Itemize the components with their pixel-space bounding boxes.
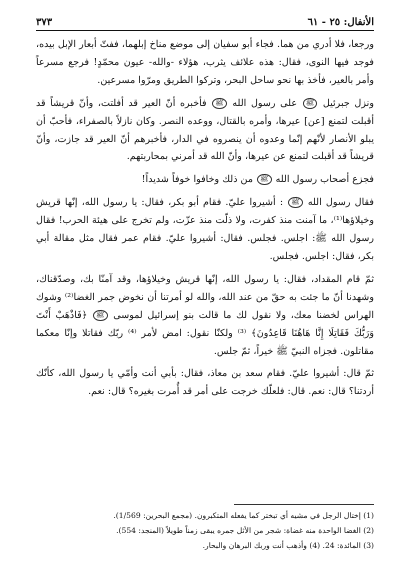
footnote-2: (2) الغضا الواحدة منه غضاة: شجر من الأثل جمره يبقى زمناً طويلاً (المنجد: 554). [116, 526, 374, 535]
salawat-symbol: ﷺ [212, 98, 226, 109]
paragraph-5 [36, 271, 374, 361]
footnote-1: (1) إختال الرجل في مشيه أي تبختر كما يفعله المتكبرون. (مجمع البحرين: 1/569). [113, 511, 374, 520]
paragraph-2 [36, 95, 374, 167]
paragraph-2-text-a: ونزل جبرئيل [322, 97, 374, 109]
paragraph-3-text-a: فجزع أصحاب رسول الله [275, 174, 374, 186]
footnotes [36, 508, 374, 553]
salawat-symbol: ﷺ [288, 197, 302, 208]
paragraph-1 [36, 36, 374, 90]
paragraph-6 [36, 365, 374, 401]
paragraph-4-text-a: فقال رسول الله [307, 197, 374, 209]
salawat-symbol: ﷺ [93, 310, 107, 321]
page-number: ٣٧٣ [36, 17, 53, 28]
running-header [36, 10, 374, 28]
paragraph-4 [36, 194, 374, 266]
footnote-3: (3) المائدة: 24. (4) وأذهب أنت وربك البرهان والبحار. [202, 541, 374, 550]
paragraph-3-text-b: من ذلك وخافوا خوفاً شديداً! [141, 174, 253, 186]
paragraph-4-text-b: : أشيروا عليّ. فقام أبو بكر، فقال: يا رسول الله، إنّها قريش وخيلاؤها⁽¹⁾، ما آمنت منذ كفرت، ولا ذلّت منذ عزّت، ولم تخرج على هيئة الحرب! فقال رسول الله ﷺ: اجلس. فجلس. فقال: أشيروا عليّ. فقام عمر فقال مثل مقالة أبي بكر، فقال: اجلس. فجلس. [36, 197, 374, 262]
salawat-symbol: ﷺ [303, 98, 317, 109]
footnote-rule [234, 504, 374, 505]
paragraph-2-text-c: فأخبره أنّ العير قد أفلتت، وأنّ قريشاً قد أقبلت لتمنع [عن] عيرها، وأمره بالقتال، ووعده النصر. وكان نازلاً بالصفراء، فأحبّ أن يبلو الأنصار لأنّهم إنّما وعدوه أن ينصروه في الدار، فأخبرهم أنّ العير قد جازت، وأنّ قريشاً قد أقبلت لتمنع عن عيرها، وأنّ الله قد أمرني بمحاربتهم. [36, 97, 374, 163]
paragraph-3 [36, 171, 374, 189]
surah-reference: الأنفال: ٢٥ - ٦١ [307, 17, 374, 28]
salawat-symbol: ﷺ [257, 174, 271, 185]
paragraph-1-text: ورجعا، فلا أدري من هما. فجاء أبو سفيان إلى موضع مناخ إبلهما، ففتّ أبعار الإبل بيده، فوجد فيها النوى، فقال: هذه علائف يثرب، هؤلاء -والله- عيون محمّدٍ! فرجع مسرعاً وأمر بالعير، فأخذ بها نحو ساحل البحر، وتركوا الطريق ومرّوا مسرعين. [36, 39, 374, 86]
main-text [36, 36, 374, 401]
header-rule [36, 30, 374, 31]
paragraph-2-text-b: على رسول الله [232, 97, 298, 109]
paragraph-6-text: ثمّ قال: أشيروا عليّ. فقام سعد بن معاذ، فقال: بأبي أنت وأمّي يا رسول الله، كأنّك أردتنا؟ قال: نعم. قال: فلعلّك خرجت على أمر قد أُمرت بغيره؟ قال: نعم. [36, 368, 374, 398]
paragraph-5-text-b: ⁽³⁾ ولكنّا نقول: امض لأمر ⁽⁴⁾ ربّك فقاتلا وإنّا معكما مقاتلون. فجزاه النبيّ ﷺ خيراً، ثمّ جلس. [36, 327, 374, 357]
quran-verse: ﴿فَاذْهَبْ أَنْتَ وَرَبُّكَ فَقَاتِلَا إِنَّا هَاهُنَا قَاعِدُونَ﴾ [36, 309, 374, 339]
paragraph-5-text-a: ثمّ قام المقداد، فقال: يا رسول الله، إنّها قريش وخيلاؤها، وقد آمنّا بك، وصدّقناك، وشهدنا أنّ ما جئت به حقّ من عند الله، والله لو أمرتنا أن نخوض جمر الغضا⁽²⁾ وشوك الهراس لخضنا معك، ولا نقول لك ما قالت بنو إسرائيل لموسى [36, 273, 374, 321]
